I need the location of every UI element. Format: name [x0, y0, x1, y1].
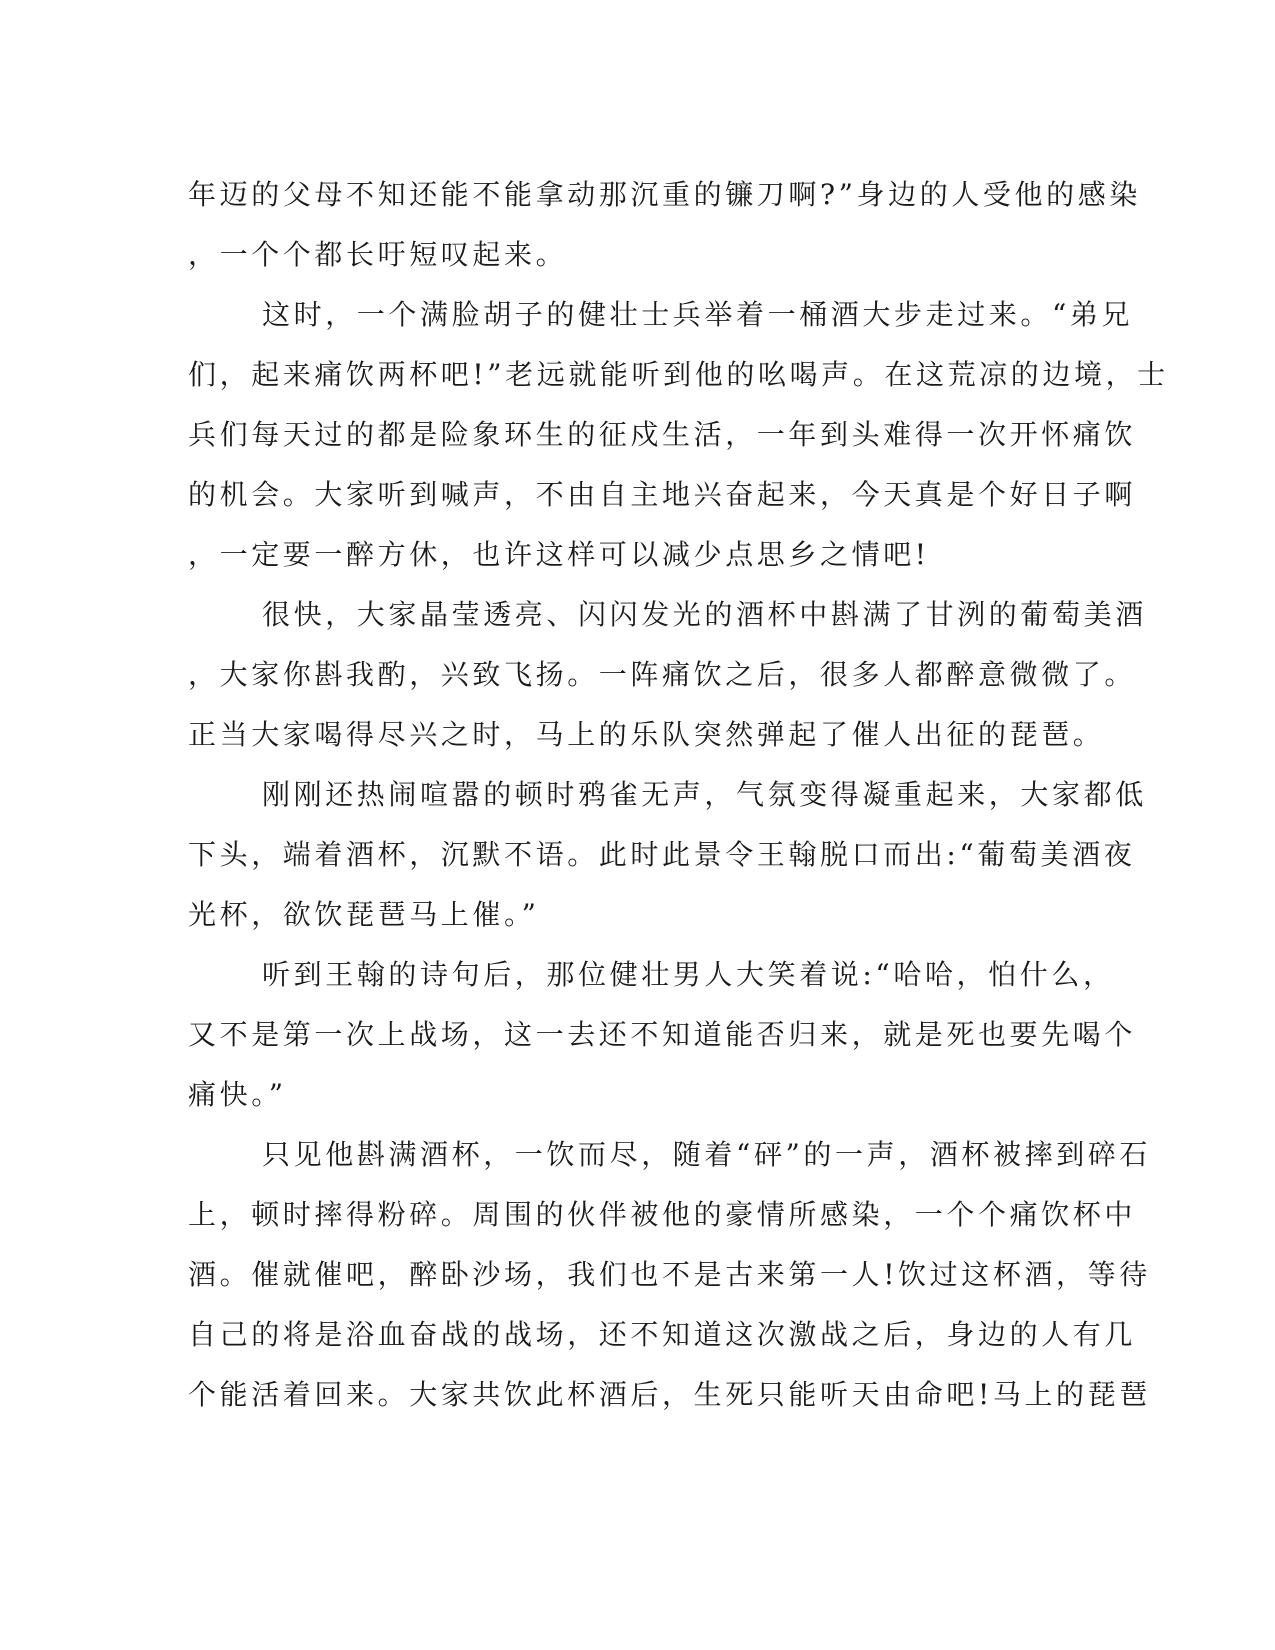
- text-line: 只见他斟满酒杯，一饮而尽，随着“砰”的一声，酒杯被摔到碎石: [262, 1138, 1152, 1171]
- text-line: 这时，一个满脸胡子的健壮士兵举着一桶酒大步走过来。“弟兄: [262, 298, 1134, 331]
- text-line: ，一个个都长吁短叹起来。: [188, 238, 568, 271]
- text-line: 个能活着回来。大家共饮此杯酒后，生死只能听天由命吧!马上的琵琶: [188, 1378, 1151, 1411]
- text-line: 光杯，欲饮琵琶马上催。”: [188, 898, 540, 931]
- text-line: ，一定要一醉方休，也许这样可以减少点思乡之情吧!: [188, 538, 930, 571]
- text-line: 兵们每天过的都是险象环生的征戍生活，一年到头难得一次开怀痛饮: [188, 418, 1137, 451]
- document-body: [188, 165, 1169, 1425]
- text-line: ，大家你斟我酌，兴致飞扬。一阵痛饮之后，很多人都醉意微微了。: [188, 658, 1137, 691]
- text-line: 们，起来痛饮两杯吧!”老远就能听到他的吆喝声。在这荒凉的边境，士: [188, 358, 1169, 391]
- text-line: 酒。催就催吧，醉卧沙场，我们也不是古来第一人!饮过这杯酒，等待: [188, 1258, 1151, 1291]
- text-line: 很快，大家晶莹透亮、闪闪发光的酒杯中斟满了甘洌的葡萄美酒: [262, 598, 1147, 631]
- text-line: 刚刚还热闹喧嚣的顿时鸦雀无声，气氛变得凝重起来，大家都低: [262, 778, 1147, 811]
- text-line: 正当大家喝得尽兴之时，马上的乐队突然弹起了催人出征的琵琶。: [188, 718, 1105, 751]
- text-line: 下头，端着酒杯，沉默不语。此时此景令王翰脱口而出:“葡萄美酒夜: [188, 838, 1136, 871]
- text-line: 的机会。大家听到喊声，不由自主地兴奋起来，今天真是个好日子啊: [188, 478, 1137, 511]
- text-line: 年迈的父母不知还能不能拿动那沉重的镰刀啊?”身边的人受他的感染: [188, 178, 1141, 211]
- text-line: 听到王翰的诗句后，那位健壮男人大笑着说:“哈哈，怕什么，: [262, 958, 1115, 991]
- text-line: 又不是第一次上战场，这一去还不知道能否归来，就是死也要先喝个: [188, 1018, 1137, 1051]
- text-line: 上，顿时摔得粉碎。周围的伙伴被他的豪情所感染，一个个痛饮杯中: [188, 1198, 1137, 1231]
- text-line: 自己的将是浴血奋战的战场，还不知道这次激战之后，身边的人有几: [188, 1318, 1137, 1351]
- text-line: 痛快。”: [188, 1078, 287, 1111]
